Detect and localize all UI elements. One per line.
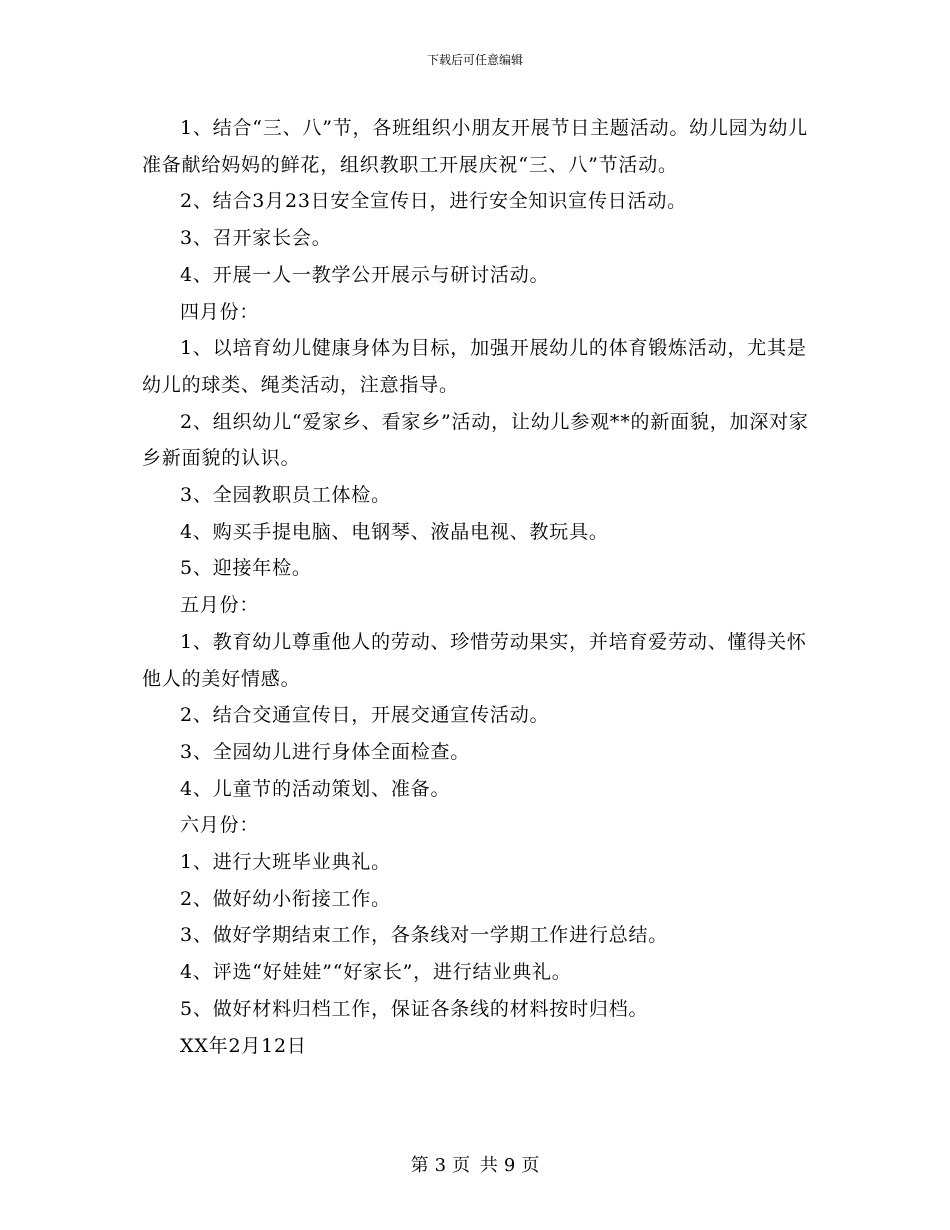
paragraph-14: 3、全园幼儿进行身体全面检查。	[180, 740, 471, 763]
header-text: 下载后可任意编辑	[426, 53, 523, 67]
total-pages-number: 9	[503, 1155, 516, 1176]
paragraph-12: 1、教育幼儿尊重他人的劳动、珍惜劳动果实，并培育爱劳动、懂得关怀他人的美好情感。	[142, 630, 807, 690]
current-page-number: 3	[434, 1155, 447, 1176]
section-heading-june: 六月份：	[180, 814, 260, 837]
paragraph-10: 5、迎接年检。	[180, 557, 312, 580]
paragraph-17: 1、进行大班毕业典礼。	[180, 851, 391, 874]
paragraph-15: 4、儿童节的活动策划、准备。	[180, 777, 451, 800]
paragraph-19: 3、做好学期结束工作，各条线对一学期工作进行总结。	[180, 924, 669, 947]
paragraph-3: 3、召开家长会。	[180, 227, 332, 250]
footer-mid: 页 共	[452, 1155, 498, 1176]
footer-prefix: 第	[410, 1155, 429, 1176]
paragraph-1: 1、结合“三、八”节，各班组织小朋友开展节日主题活动。幼儿园为幼儿准备献给妈妈的鲜花，组织教职工开展庆祝“三、八”节活动。	[142, 117, 808, 176]
document-body	[142, 110, 810, 1064]
paragraph-9: 4、购买手提电脑、电钢琴、液晶电视、教玩具。	[180, 520, 609, 543]
page-header	[0, 52, 950, 68]
paragraph-8: 3、全园教职员工体检。	[180, 484, 391, 507]
page-footer	[0, 1154, 950, 1178]
document-date: XX年2月12日	[180, 1034, 307, 1057]
paragraph-6: 1、以培育幼儿健康身体为目标，加强开展幼儿的体育锻炼活动，尤其是幼儿的球类、绳类活动，注意指导。	[142, 337, 807, 396]
paragraph-13: 2、结合交通宣传日，开展交通宣传活动。	[180, 704, 550, 727]
paragraph-21: 5、做好材料归档工作，保证各条线的材料按时归档。	[180, 997, 649, 1020]
section-heading-may: 五月份：	[180, 594, 260, 617]
section-heading-april: 四月份：	[180, 300, 260, 323]
footer-suffix: 页	[521, 1155, 540, 1176]
paragraph-18: 2、做好幼小衔接工作。	[180, 887, 391, 910]
paragraph-7: 2、组织幼儿“爱家乡、看家乡”活动，让幼儿参观**的新面貌，加深对家乡新面貌的认识。	[142, 410, 809, 470]
paragraph-4: 4、开展一人一教学公开展示与研讨活动。	[180, 263, 550, 286]
paragraph-20: 4、评选“好娃娃”“好家长”，进行结业典礼。	[180, 961, 572, 984]
paragraph-2: 2、结合3月23日安全宣传日，进行安全知识宣传日活动。	[180, 190, 687, 213]
